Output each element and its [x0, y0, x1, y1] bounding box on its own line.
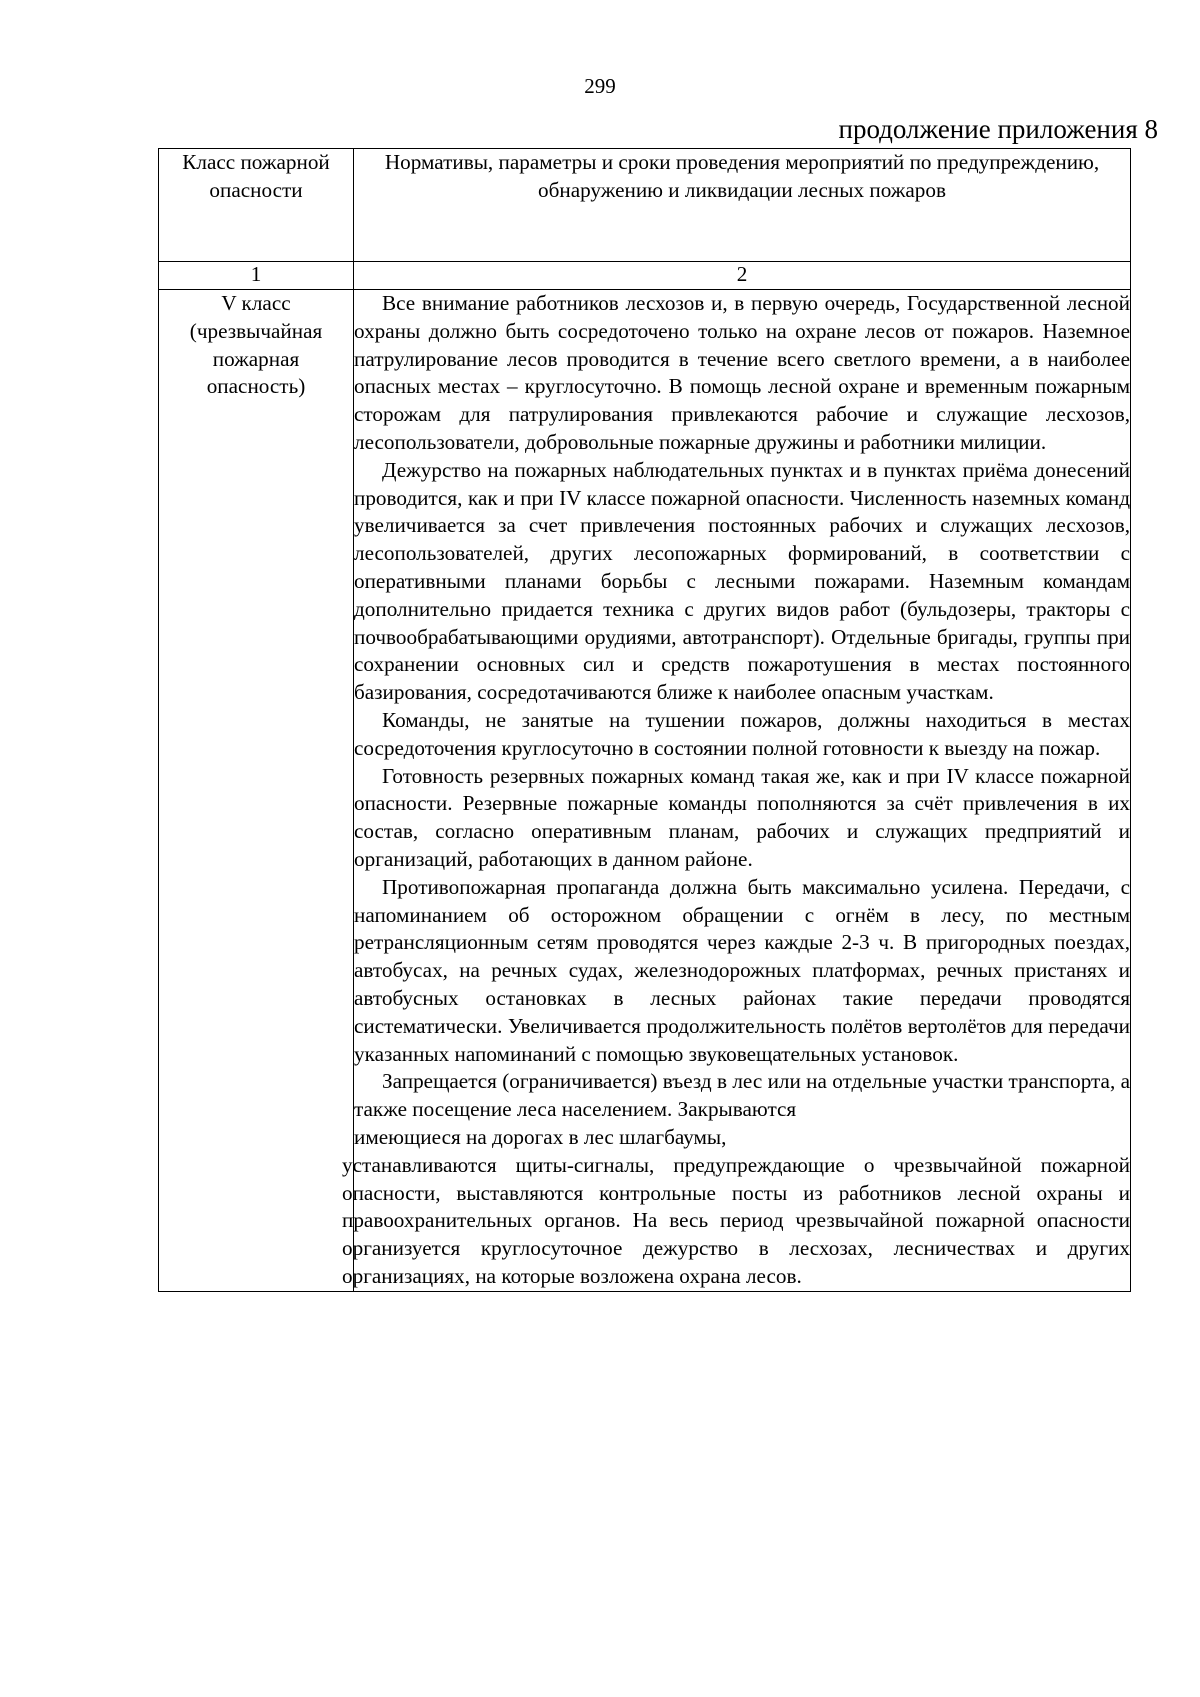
- class-desc-line: пожарная: [212, 346, 300, 371]
- header-measures-norms: Нормативы, параметры и сроки проведения мероприятий по предупреждению, обнаружению и ликвидации лесных пожаров: [354, 149, 1131, 262]
- paragraph-duty: Дежурство на пожарных наблюдательных пунктах и в пунктах приёма донесений проводится, как и при IV классе пожарной опасности. Численность наземных команд увеличивается за счет привлечения постоянных рабочих и служащих лесхозов, лесопользователей, других лесопожарных формирований, в соответствии с оперативными планами борьбы с лесными пожарами. Наземным командам дополнительно придается техника с других видов работ (бульдозеры, тракторы с почвообрабатывающими орудиями, автотранспорт). Отдельные бригады, группы при сохранении основных сил и средств пожаротушения в местах постоянного базирования, сосредотачиваются ближе к наиболее опасным участкам.: [354, 457, 1130, 705]
- paragraph-teams: Команды, не занятые на тушении пожаров, должны находиться в местах сосредоточения круглосуточно в состоянии полной готовности к выезду на пожар.: [354, 707, 1130, 760]
- column-number-1: 1: [159, 262, 354, 290]
- table-header-row: [159, 149, 1131, 262]
- table-row: [159, 290, 1131, 1292]
- class-name-line: V класс: [221, 291, 291, 315]
- paragraph-propaganda: Противопожарная пропаганда должна быть максимально усилена. Передачи, с напоминанием об осторожном обращении с огнём в лесу, по местным ретрансляционным сетям проводятся через каждые 2-3 ч. В пригородных поездах, автобусах, на речных судах, железнодорожных платформах, речных пристанях и автобусных остановках в лесных районах такие передачи проводятся систематически. Увеличивается продолжительность полётов вертолётов для передачи указанных напоминаний с помощью звуковещательных установок.: [354, 874, 1130, 1066]
- fire-class-cell: [159, 290, 354, 1292]
- class-desc-line: (чрезвычайная: [189, 318, 323, 343]
- class-desc-line: опасность): [206, 374, 306, 399]
- appendix-continuation-label: продолжение приложения 8: [838, 114, 1158, 144]
- paragraph-reserve: Готовность резервных пожарных команд такая же, как и при IV классе пожарной опасности. Резервные пожарные команды пополняются за счёт привлечения в их состав, согласно оперативным планам, рабочих и служащих предприятий и организаций, работающих в данном районе.: [354, 763, 1130, 871]
- page-number: 299: [584, 74, 616, 98]
- paragraph-barriers: имеющиеся на дорогах в лес шлагбаумы,: [354, 1124, 727, 1149]
- header-fire-danger-class: Класс пожарной опасности: [159, 149, 354, 262]
- fire-danger-table: [158, 148, 1131, 1292]
- column-number-row: [159, 262, 1131, 290]
- paragraph-restriction: Запрещается (ограничивается) въезд в лес или на отдельные участки транспорта, а также посещение леса населением. Закрываются: [354, 1069, 1130, 1122]
- measures-text-cell: [342, 290, 1131, 1292]
- paragraph-signals: устанавливаются щиты-сигналы, предупреждающие о чрезвычайной пожарной опасности, выставляются контрольные посты из работников лесной охраны и правоохранительных органов. На весь период чрезвычайной пожарной опасности организуется круглосуточное дежурство в лесхозах, лесничествах и других организациях, на которые возложена охрана лесов.: [342, 1152, 1130, 1288]
- paragraph-patrol: Все внимание работников лесхозов и, в первую очередь, Государственной лесной охраны должно быть сосредоточено только на охране лесов от пожаров. Наземное патрулирование лесов проводится в течение всего светлого времени, а в наиболее опасных местах – круглосуточно. В помощь лесной охране и временным пожарным сторожам для патрулирования привлекаются рабочие и служащие лесхозов, лесопользователи, добровольные пожарные дружины и работники милиции.: [354, 291, 1130, 454]
- column-number-2: 2: [354, 262, 1131, 290]
